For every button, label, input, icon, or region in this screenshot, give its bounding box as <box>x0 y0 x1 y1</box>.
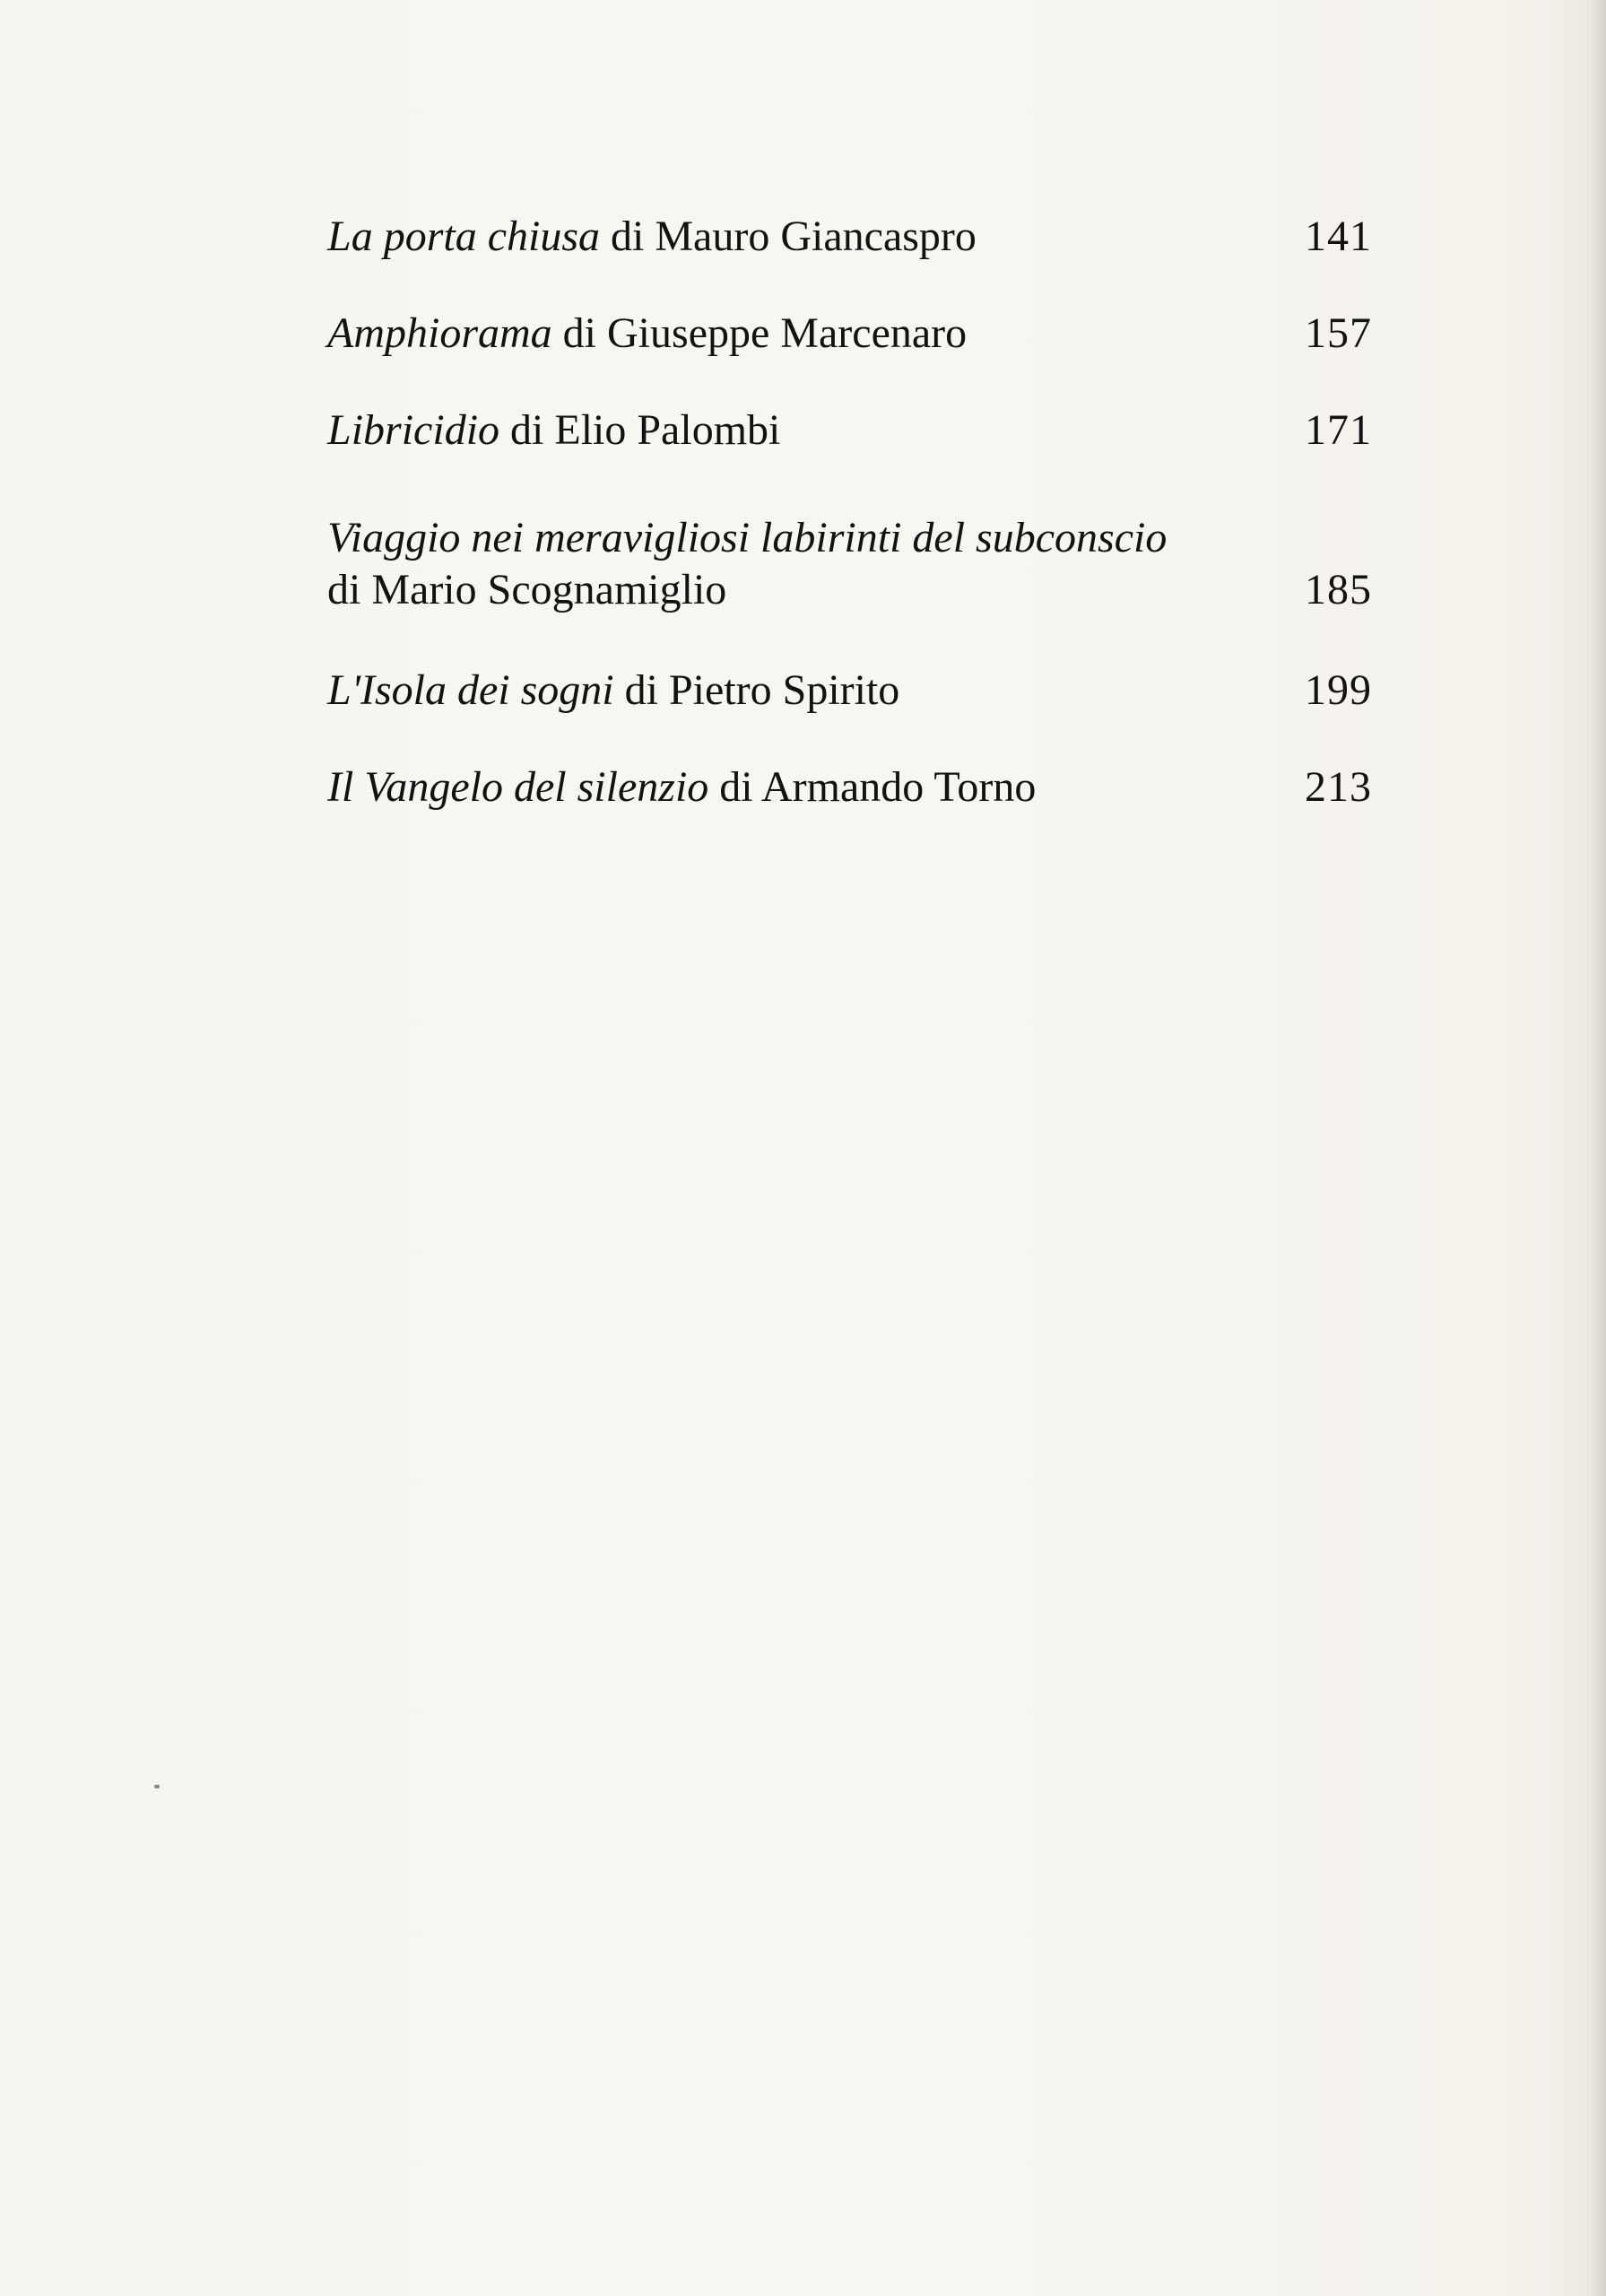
page-edge-shadow <box>1590 0 1606 2296</box>
toc-entry-page-number: 199 <box>1305 666 1372 714</box>
toc-entry-title: Viaggio nei meravigliosi labirinti del subconscio <box>327 514 1168 561</box>
toc-entry-page-number: 171 <box>1305 406 1372 454</box>
paper-speck <box>154 1785 160 1788</box>
toc-entry-author: di Pietro Spirito <box>613 666 900 714</box>
toc-entry-title: Amphiorama <box>327 309 552 357</box>
toc-entry-title: La porta chiusa <box>327 213 601 260</box>
toc-entry-author: di Mauro Giancaspro <box>600 213 977 260</box>
toc-entry-title: Libricidio <box>327 406 500 454</box>
toc-entry <box>327 308 1372 360</box>
toc-entry-author: di Armando Torno <box>708 763 1037 811</box>
toc-entry-page-number: 185 <box>1305 566 1372 613</box>
toc-entry <box>327 665 1372 717</box>
toc-entry-line <box>327 211 1372 263</box>
toc-entry-page-number: 213 <box>1305 763 1372 811</box>
toc-entry-line <box>327 665 1372 717</box>
toc-entry <box>327 211 1372 263</box>
toc-entry-author: di Giuseppe Marcenaro <box>551 309 968 357</box>
toc-entry-author: di Elio Palombi <box>499 406 781 454</box>
toc-entry-author: di Mario Scognamiglio <box>327 566 727 613</box>
toc-entry-title: Il Vangelo del silenzio <box>327 763 709 811</box>
toc-entry-page-number: 157 <box>1305 309 1372 357</box>
toc-entry <box>327 404 1372 457</box>
toc-entry-line <box>327 512 1372 564</box>
toc-entry <box>327 512 1372 616</box>
toc-entry-line <box>327 308 1372 360</box>
toc-entry-page-number: 141 <box>1305 213 1372 260</box>
toc-entry-line <box>327 564 1372 616</box>
toc-entry-title: L'Isola dei sogni <box>327 666 614 714</box>
toc-entry <box>327 761 1372 813</box>
toc-entry-line <box>327 761 1372 813</box>
toc-entry-line <box>327 404 1372 457</box>
